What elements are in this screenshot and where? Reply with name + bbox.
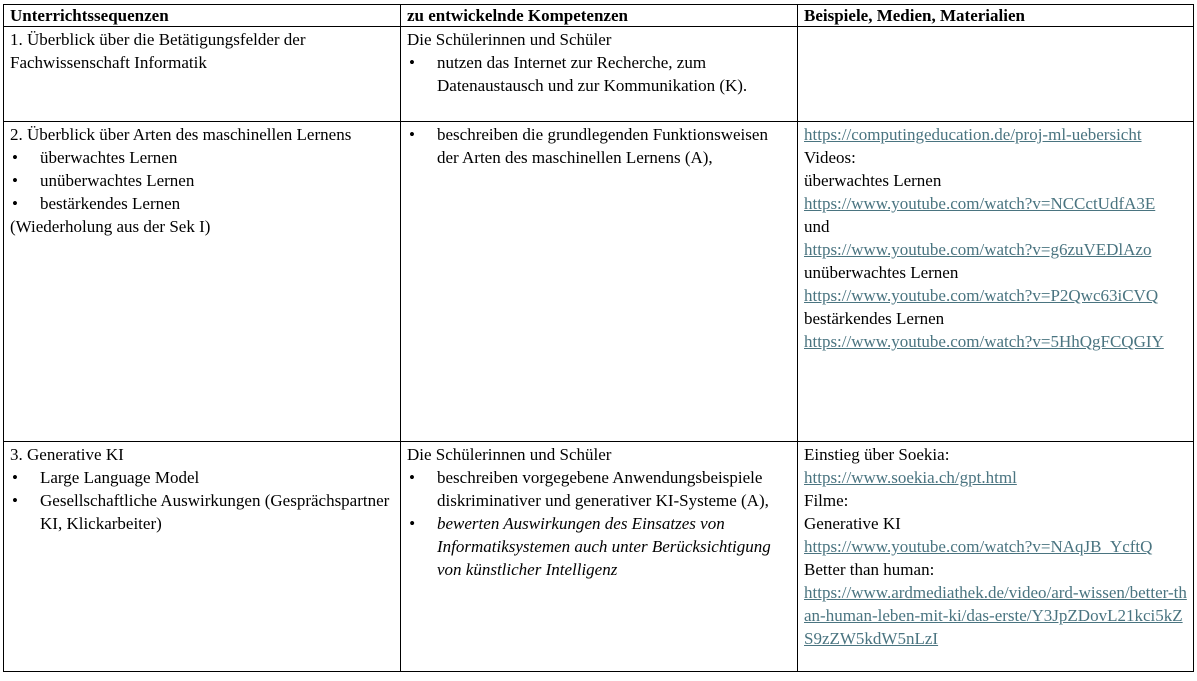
media-cell [798, 122, 1194, 442]
sequence-cell [4, 442, 401, 672]
genai-label: Generative KI [804, 514, 901, 533]
films-label: Filme: [804, 491, 849, 510]
competency-intro: Die Schülerinnen und Schüler [407, 445, 612, 464]
competency-list [407, 123, 791, 169]
media-link[interactable]: https://computingeducation.de/proj-ml-uebersicht [804, 125, 1142, 144]
sequence-item: • unüberwachtes Lernen [10, 169, 394, 192]
videos-label: Videos: [804, 148, 856, 167]
media-link[interactable]: https://www.soekia.ch/gpt.html [804, 468, 1017, 487]
sequence-item: • bestärkendes Lernen [10, 192, 394, 215]
sequence-list [10, 466, 394, 535]
video-link[interactable]: https://www.youtube.com/watch?v=5HhQgFCQGIY [804, 332, 1164, 351]
media-cell [798, 442, 1194, 672]
sequence-title: 1. Überblick über die Betätigungsfelder der Fachwissenschaft Informatik [10, 30, 306, 72]
sequence-item: • Large Language Model [10, 466, 394, 489]
table-row [4, 442, 1194, 672]
table-row [4, 122, 1194, 442]
competency-cell [401, 122, 798, 442]
media-link[interactable]: https://www.ardmediathek.de/video/ard-wissen/better-than-human-leben-mit-ki/das-erste/Y3JpZDovL21kci5kZS9zZW5kdW5nLzI [804, 583, 1187, 648]
video-link[interactable]: https://www.youtube.com/watch?v=P2Qwc63iCVQ [804, 286, 1159, 305]
competency-list [407, 51, 791, 97]
sequence-item: • Gesellschaftliche Auswirkungen (Gesprächspartner KI, Klickarbeiter) [10, 489, 394, 535]
video-link[interactable]: https://www.youtube.com/watch?v=NAqJB_YcftQ [804, 537, 1153, 556]
and-label: und [804, 217, 830, 236]
competency-item: • nutzen das Internet zur Recherche, zum Datenaustausch und zur Kommunikation (K). [407, 51, 791, 97]
competency-item: • beschreiben die grundlegenden Funktionsweisen der Arten des maschinellen Lernens (A), [407, 123, 791, 169]
competency-intro: Die Schülerinnen und Schüler [407, 30, 612, 49]
header-media: Beispiele, Medien, Materialien [798, 5, 1194, 27]
sequence-item: • überwachtes Lernen [10, 146, 394, 169]
competency-item-italic: • bewerten Auswirkungen des Einsatzes von Informatiksystemen auch unter Berücksichtigung von künstlicher Intelligenz [407, 512, 791, 581]
competency-list [407, 466, 791, 581]
sequence-list [10, 146, 394, 215]
curriculum-table [3, 4, 1194, 672]
intro-label: Einstieg über Soekia: [804, 445, 950, 464]
table-row [4, 27, 1194, 122]
sequence-cell [4, 122, 401, 442]
video-link[interactable]: https://www.youtube.com/watch?v=NCCctUdfA3E [804, 194, 1156, 213]
supervised-label: überwachtes Lernen [804, 171, 942, 190]
sequence-cell [4, 27, 401, 122]
competency-item: • beschreiben vorgegebene Anwendungsbeispiele diskriminativer und generativer KI-Systeme (A), [407, 466, 791, 512]
reinforcement-label: bestärkendes Lernen [804, 309, 945, 328]
better-label: Better than human: [804, 560, 935, 579]
header-sequences: Unterrichtssequenzen [4, 5, 401, 27]
header-row [4, 5, 1194, 27]
sequence-note: (Wiederholung aus der Sek I) [10, 217, 211, 236]
sequence-title: 2. Überblick über Arten des maschinellen Lernens [10, 125, 352, 144]
media-cell [798, 27, 1194, 122]
video-link[interactable]: https://www.youtube.com/watch?v=g6zuVEDlAzo [804, 240, 1152, 259]
unsupervised-label: unüberwachtes Lernen [804, 263, 959, 282]
competency-cell [401, 27, 798, 122]
header-competencies: zu entwickelnde Kompetenzen [401, 5, 798, 27]
sequence-title: 3. Generative KI [10, 445, 124, 464]
competency-cell [401, 442, 798, 672]
